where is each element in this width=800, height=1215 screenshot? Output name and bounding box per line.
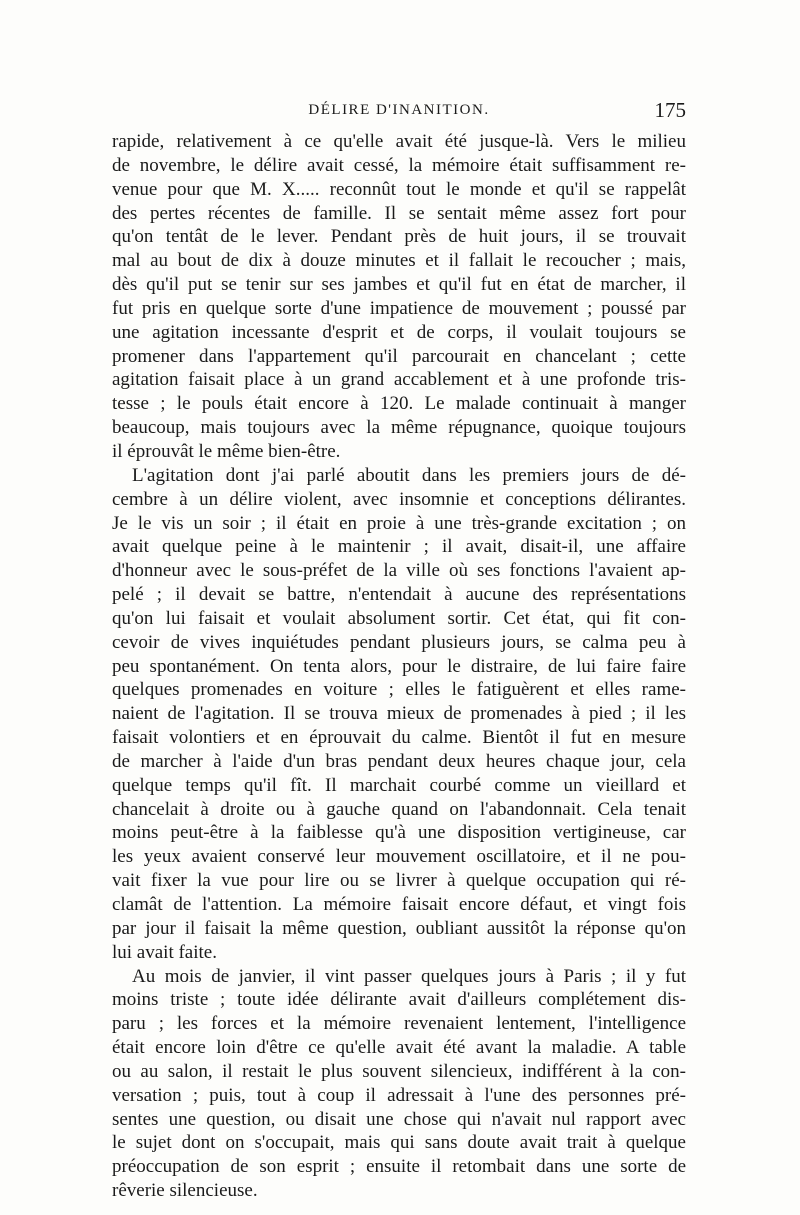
text-line: fut pris en quelque sorte d'une impatience de mouvement ; poussé par: [112, 297, 686, 319]
text-line: L'agitation dont j'ai parlé aboutit dans les premiers jours de dé-: [132, 464, 686, 486]
text-line: chancelait à droite ou à gauche quand on l'abandonnait. Cela tenait: [112, 798, 686, 820]
text-line: ou au salon, il restait le plus souvent silencieux, indifférent à la con-: [112, 1060, 686, 1082]
text-line: Je le vis un soir ; il était en proie à une très-grande excitation ; on: [112, 512, 686, 534]
paragraph: [112, 464, 686, 965]
text-line: tesse ; le pouls était encore à 120. Le malade continuait à manger: [112, 393, 686, 415]
text-line: faisait volontiers et en éprouvait du calme. Bientôt il fut en mesure: [112, 727, 686, 749]
text-line: mal au bout de dix à douze minutes et il fallait le recoucher ; mais,: [112, 250, 686, 272]
text-line: il éprouvât le même bien-être.: [112, 440, 341, 462]
text-line: avait quelque peine à le maintenir ; il avait, disait-il, une affaire: [112, 536, 686, 558]
text-line: quelques promenades en voiture ; elles le fatiguèrent et elles rame-: [112, 679, 686, 701]
text-line: agitation faisait place à un grand accablement et à une profonde tris-: [112, 369, 686, 391]
text-line: était encore loin d'être ce qu'elle avait été avant la maladie. A table: [112, 1037, 686, 1059]
text-line: beaucoup, mais toujours avec la même répugnance, quoique toujours: [112, 417, 686, 439]
text-line: rapide, relativement à ce qu'elle avait été jusque-là. Vers le milieu: [112, 131, 686, 152]
text-line: le sujet dont on s'occupait, mais qui sans doute avait trait à quelque: [112, 1132, 686, 1154]
text-line: les yeux avaient conservé leur mouvement oscillatoire, et il ne pou-: [112, 846, 686, 868]
text-line: d'honneur avec le sous-préfet de la ville où ses fonctions l'avaient ap-: [112, 560, 686, 582]
paragraph: [112, 130, 686, 464]
text-line: paru ; les forces et la mémoire revenaient lentement, l'intelligence: [112, 1013, 686, 1035]
text-line: dès qu'il put se tenir sur ses jambes et qu'il fut en état de marcher, il: [112, 274, 686, 296]
text-line: peu spontanément. On tenta alors, pour le distraire, de lui faire faire: [112, 655, 686, 677]
text-line: des pertes récentes de famille. Il se sentait même assez fort pour: [112, 202, 686, 224]
text-line: qu'on tentât de le lever. Pendant près de huit jours, il se trouvait: [112, 226, 686, 248]
body-text: [112, 130, 686, 1203]
text-line: moins peut-être à la faiblesse qu'à une disposition vertigineuse, car: [112, 822, 686, 844]
text-line: venue pour que M. X..... reconnût tout le monde et qu'il se rappelât: [112, 178, 686, 200]
text-line: par jour il faisait la même question, oubliant aussitôt la réponse qu'on: [112, 917, 686, 939]
text-line: de marcher à l'aide d'un bras pendant deux heures chaque jour, cela: [112, 750, 686, 772]
text-line: cembre à un délire violent, avec insomnie et conceptions délirantes.: [112, 488, 686, 510]
text-line: clamât de l'attention. La mémoire faisait encore défaut, et vingt fois: [112, 894, 686, 915]
text-line: lui avait faite.: [112, 941, 217, 963]
text-line: qu'on lui faisait et voulait absolument sortir. Cet état, qui fit con-: [112, 607, 686, 629]
running-head: [112, 98, 686, 128]
text-line: moins triste ; toute idée délirante avait d'ailleurs complétement dis-: [112, 989, 686, 1011]
text-line: versation ; puis, tout à coup il adressait à l'une des personnes pré-: [112, 1084, 686, 1106]
page-number: 175: [654, 98, 686, 122]
text-line: naient de l'agitation. Il se trouva mieux de promenades à pied ; il les: [112, 703, 686, 725]
text-line: cevoir de vives inquiétudes pendant plusieurs jours, se calma peu à: [112, 631, 686, 653]
text-line: sentes une question, ou disait une chose qui n'avait nul rapport avec: [112, 1108, 686, 1130]
text-line: de novembre, le délire avait cessé, la mémoire était suffisamment re-: [112, 154, 686, 176]
text-line: promener dans l'appartement qu'il parcourait en chancelant ; cette: [112, 345, 686, 367]
running-title: DÉLIRE D'INANITION.: [308, 102, 490, 118]
text-line: une agitation incessante d'esprit et de corps, il voulait toujours se: [112, 321, 686, 343]
text-line: préoccupation de son esprit ; ensuite il retombait dans une sorte de: [112, 1156, 686, 1178]
text-line: vait fixer la vue pour lire ou se livrer à quelque occupation qui ré-: [112, 870, 686, 892]
text-line: pelé ; il devait se battre, n'entendait à aucune des représentations: [112, 584, 686, 606]
text-line: quelque temps qu'il fît. Il marchait courbé comme un vieillard et: [112, 774, 686, 796]
text-line: rêverie silencieuse.: [112, 1180, 258, 1202]
text-line: Au mois de janvier, il vint passer quelques jours à Paris ; il y fut: [132, 965, 686, 987]
paragraph: [112, 965, 686, 1203]
